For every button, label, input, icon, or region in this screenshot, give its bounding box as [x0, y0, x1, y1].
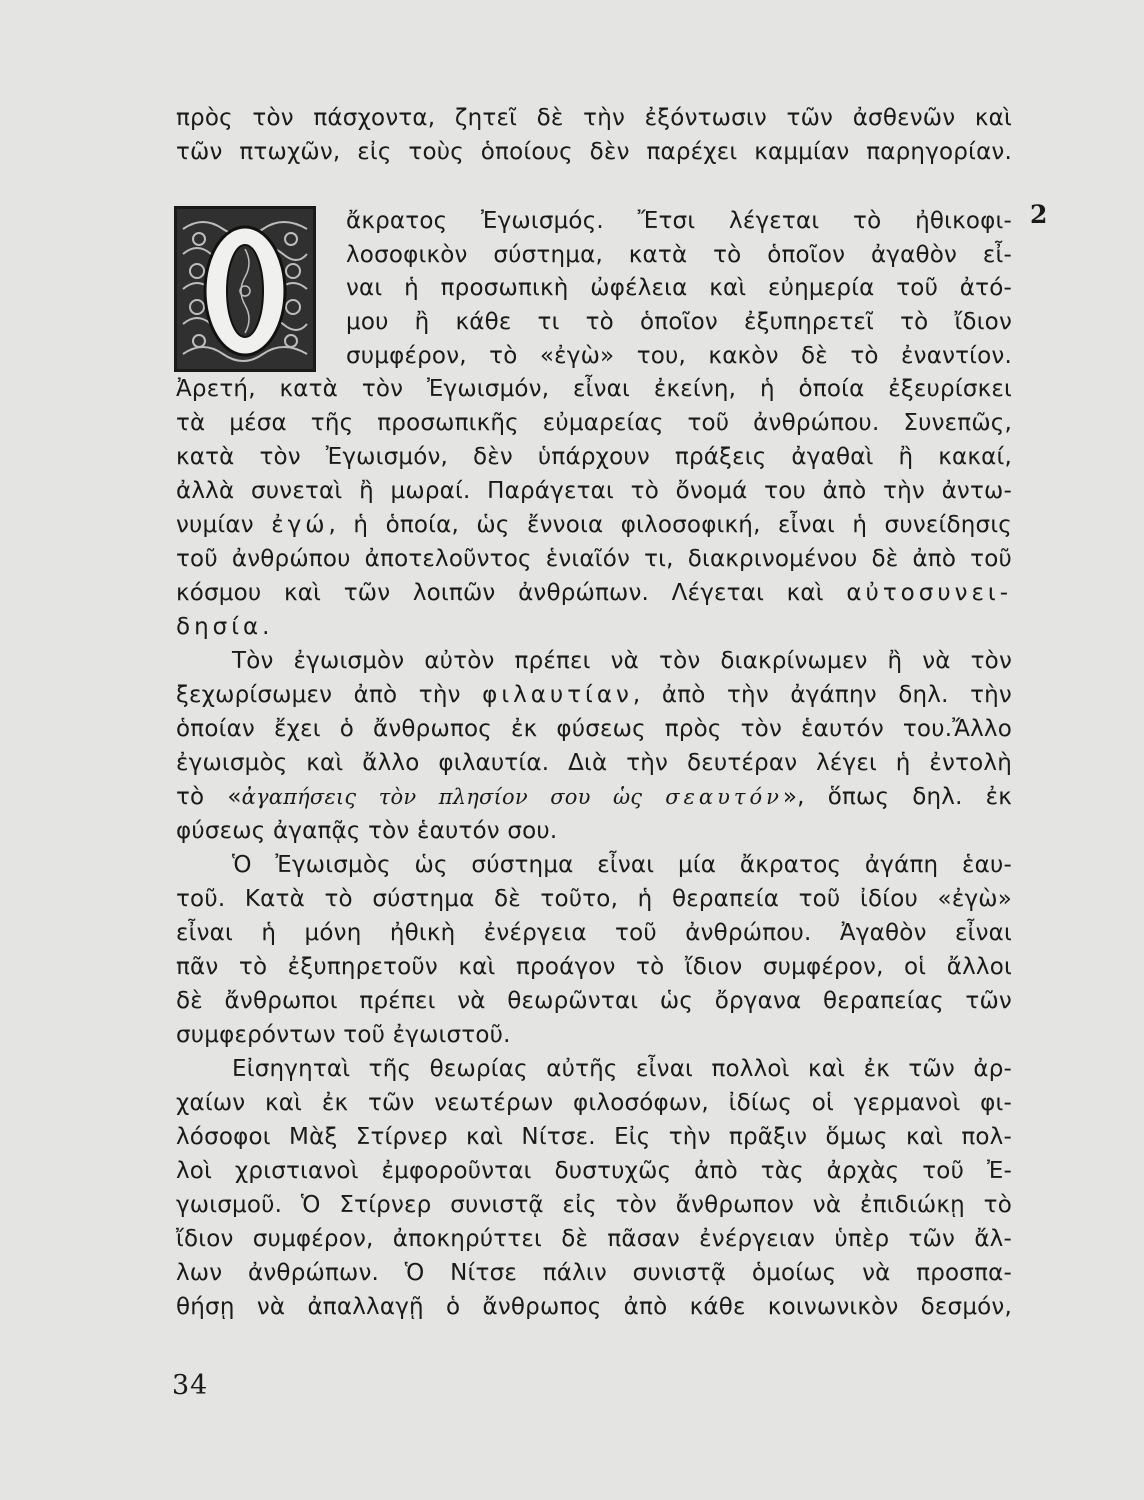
- text-line: [176, 680, 1012, 711]
- text-line: τοῦ. Κατὰ τὸ σύστημα δὲ τοῦτο, ἡ θεραπεία τοῦ ἰδίου «ἐγὼ»: [176, 886, 1012, 912]
- text-run: τὸ «: [176, 784, 242, 810]
- text-run: , ἡ ὁποία, ὡς ἔννοια φιλοσοφική, εἶναι ἡ συνείδησις: [328, 512, 1013, 538]
- text-line: [176, 782, 1012, 813]
- text-line: χαίων καὶ ἐκ τῶν νεωτέρων φιλοσόφων, ἰδίως οἱ γερμανοὶ φι-: [176, 1090, 1012, 1116]
- text-line: συμφερόντων τοῦ ἐγωιστοῦ.: [176, 1022, 511, 1048]
- text-line: εἶναι ἡ μόνη ἠθικὴ ἐνέργεια τοῦ ἀνθρώπου. Ἀγαθὸν εἶναι: [176, 920, 1012, 946]
- text-run: ξεχωρίσωμεν ἀπὸ τὴν: [176, 682, 483, 708]
- text-line: ἐγωισμὸς καὶ ἄλλο φιλαυτία. Διὰ τὴν δευτέραν λέγει ἡ ἐντολὴ: [176, 750, 1012, 776]
- text-line: πᾶν τὸ ἐξυπηρετοῦν καὶ προάγον τὸ ἴδιον συμφέρον, οἱ ἄλλοι: [176, 954, 1012, 980]
- text-line: [176, 510, 1012, 541]
- text-line: συμφέρον, τὸ «ἐγὼ» του, κακὸν δὲ τὸ ἐναντίον.: [346, 343, 1012, 369]
- text-line: πρὸς τὸν πάσχοντα, ζητεῖ δὲ τὴν ἐξόντωσιν τῶν ἀσθενῶν καὶ: [176, 105, 1012, 131]
- text-line: λοὶ χριστιανοὶ ἐμφοροῦνται δυστυχῶς ἀπὸ τὰς ἀρχὰς τοῦ Ἐ-: [176, 1158, 1012, 1184]
- ornament-pattern: [177, 209, 313, 369]
- decorated-initial: [174, 206, 316, 372]
- text-line: λόσοφοι Μὰξ Στίρνερ καὶ Νίτσε. Εἰς τὴν πρᾶξιν ὅμως καὶ πολ-: [176, 1124, 1012, 1150]
- text-run: νυμίαν: [176, 512, 272, 538]
- text-line: Ὁ Ἐγωισμὸς ὡς σύστημα εἶναι μία ἄκρατος ἀγάπη ἑαυ-: [232, 852, 1012, 878]
- text-line: θήσῃ νὰ ἀπαλλαγῇ ὁ ἄνθρωπος ἀπὸ κάθε κοινωνικὸν δεσμόν,: [176, 1294, 1012, 1320]
- quotation-text: ἀγαπήσεις τὸν πλησίον σου ὡς: [241, 785, 643, 809]
- text-line: Ἀρετή, κατὰ τὸν Ἐγωισμόν, εἶναι ἐκείνη, ἡ ὁποία ἐξευρίσκει: [176, 376, 1012, 402]
- text-line: [176, 578, 1012, 609]
- text-line: δὲ ἄνθρωποι πρέπει νὰ θεωρῶνται ὡς ὄργανα θεραπείας τῶν: [176, 988, 1012, 1014]
- margin-section-number: 2: [1030, 200, 1048, 229]
- text-line: ναι ἡ προσωπικὴ ὠφέλεια καὶ εὐημερία τοῦ ἀτό-: [346, 275, 1012, 301]
- text-line: ἄκρατος Ἐγωισμός. Ἔτσι λέγεται τὸ ἠθικοφι-: [346, 208, 1012, 234]
- text-run: », ὅπως δηλ. ἐκ: [782, 784, 1012, 810]
- text-line: ὁποίαν ἔχει ὁ ἄνθρωπος ἐκ φύσεως πρὸς τὸν ἑαυτόν του.Ἄλλο: [176, 716, 1012, 742]
- text-line: τῶν πτωχῶν, εἰς τοὺς ὁποίους δὲν παρέχει καμμίαν παρηγορίαν.: [176, 139, 1012, 165]
- text-line: Τὸν ἐγωισμὸν αὐτὸν πρέπει νὰ τὸν διακρίνωμεν ἢ νὰ τὸν: [232, 648, 1012, 674]
- text-line: ἴδιον συμφέρον, ἀποκηρύττει δὲ πᾶσαν ἐνέργειαν ὑπὲρ τῶν ἄλ-: [176, 1226, 1012, 1252]
- text-line: ἀλλὰ συνεταὶ ἢ μωραί. Παράγεται τὸ ὄνομά του ἀπὸ τὴν ἀντω-: [176, 478, 1012, 504]
- spaced-word: φιλαυτίαν: [482, 682, 633, 708]
- text-line: δησία.: [176, 614, 274, 640]
- text-line: μου ἢ κάθε τι τὸ ὁποῖον ἐξυπηρετεῖ τὸ ἴδιον: [346, 309, 1012, 335]
- page-number: 34: [172, 1370, 209, 1401]
- text-line: τὰ μέσα τῆς προσωπικῆς εὐμαρείας τοῦ ἀνθρώπου. Συνεπῶς,: [176, 410, 1012, 436]
- spaced-word: σεαυτόν: [665, 785, 783, 809]
- text-line: κατὰ τὸν Ἐγωισμόν, δὲν ὑπάρχουν πράξεις ἀγαθαὶ ἢ κακαί,: [176, 444, 1012, 470]
- text-line: φύσεως ἀγαπᾷς τὸν ἑαυτόν σου.: [176, 818, 558, 844]
- text-run: , ἀπὸ τὴν ἀγάπην δηλ. τὴν: [632, 682, 1012, 708]
- text-line: γωισμοῦ. Ὁ Στίρνερ συνιστᾷ εἰς τὸν ἄνθρωπον νὰ ἐπιδιώκῃ τὸ: [176, 1192, 1012, 1218]
- text-run: κόσμου καὶ τῶν λοιπῶν ἀνθρώπων. Λέγεται καὶ: [176, 580, 847, 606]
- spaced-word: ἐγώ: [271, 512, 329, 538]
- text-line: τοῦ ἀνθρώπου ἀποτελοῦντος ἑνιαῖόν τι, διακρινομένου δὲ ἀπὸ τοῦ: [176, 546, 1012, 572]
- text-line: Εἰσηγηταὶ τῆς θεωρίας αὐτῆς εἶναι πολλοὶ καὶ ἐκ τῶν ἀρ-: [232, 1056, 1012, 1082]
- text-line: λων ἀνθρώπων. Ὁ Νίτσε πάλιν συνιστᾷ ὁμοίως νὰ προσπα-: [176, 1260, 1012, 1286]
- spaced-word: αὐτοσυνει-: [846, 580, 1012, 606]
- text-line: λοσοφικὸν σύστημα, κατὰ τὸ ὁποῖον ἀγαθὸν εἶ-: [346, 242, 1012, 268]
